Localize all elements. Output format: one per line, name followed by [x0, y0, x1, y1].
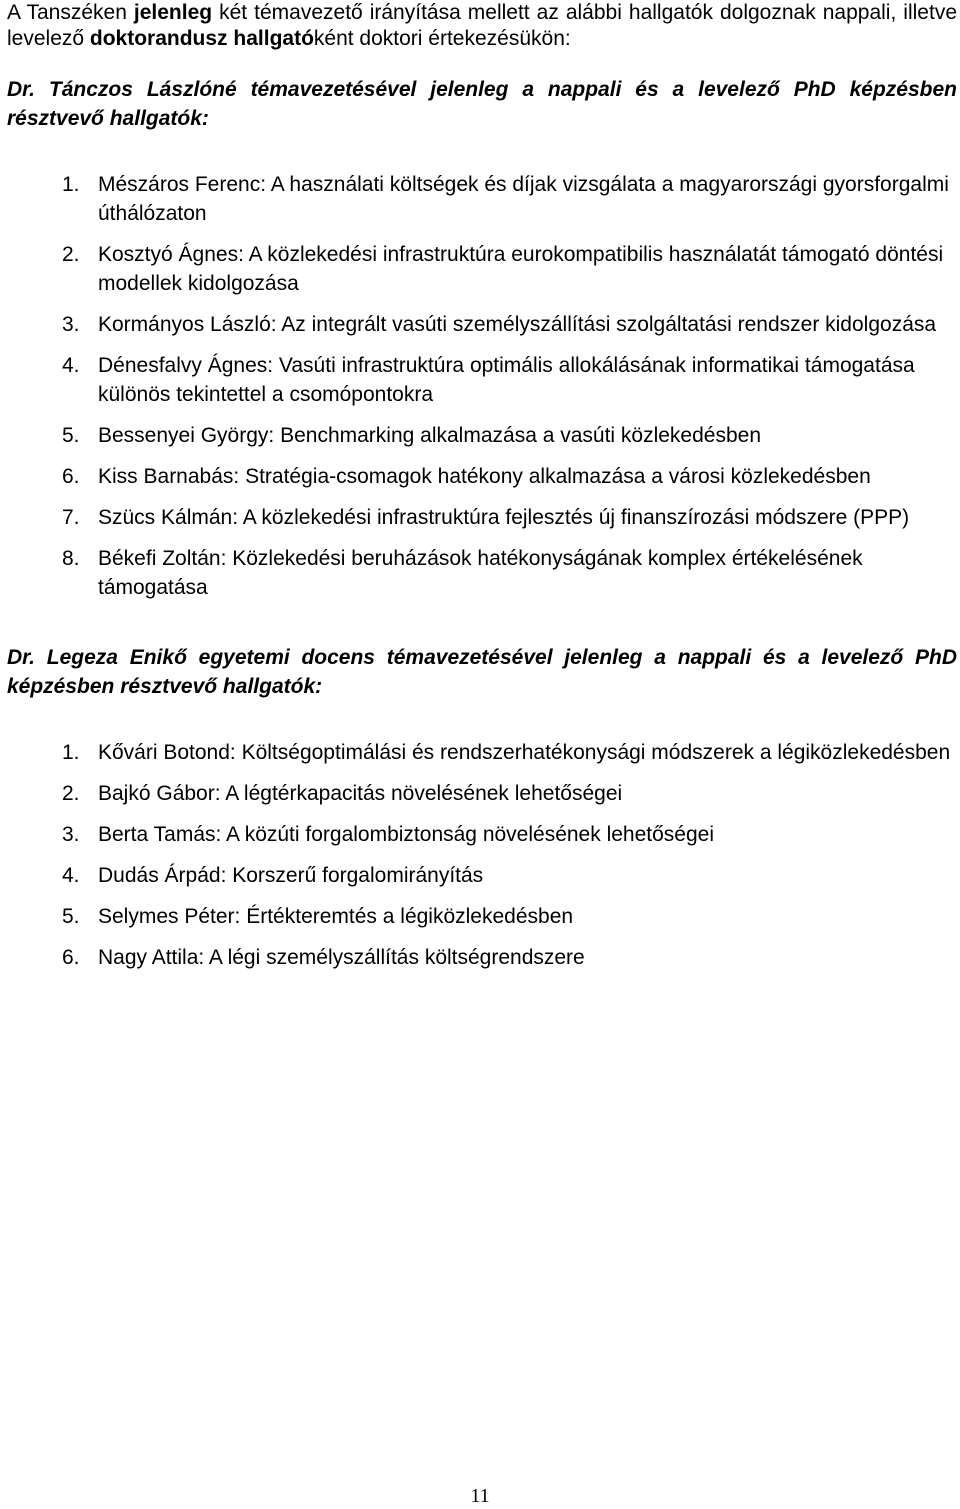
student-list	[7, 738, 957, 972]
item-text: Kormányos László: Az integrált vasúti személyszállítási szolgáltatási rendszer kidolgozása	[98, 313, 937, 336]
intro-paragraph	[7, 0, 957, 52]
item-number: 3.	[62, 313, 80, 336]
list-item	[7, 738, 957, 767]
item-number: 2.	[62, 782, 80, 805]
item-text: Berta Tamás: A közúti forgalombiztonság növelésének lehetőségei	[98, 823, 714, 846]
item-text: Dudás Árpád: Korszerű forgalomirányítás	[98, 864, 484, 887]
list-item	[7, 170, 957, 228]
list-item	[7, 779, 957, 808]
page-number: 11	[470, 1485, 490, 1507]
item-text: Kosztyó Ágnes: A közlekedési infrastruktúra eurokompatibilis használatát támogató döntési modellek kidolgozása	[98, 243, 944, 295]
intro-text-1: A Tanszéken	[7, 1, 134, 24]
intro-bold-2: doktorandusz hallgató	[89, 27, 314, 50]
item-text: Selymes Péter: Értékteremtés a légiközlekedésben	[98, 905, 574, 928]
item-text: Mészáros Ferenc: A használati költségek és díjak vizsgálata a magyarországi gyorsforgalmi úthálózaton	[98, 173, 949, 225]
student-list	[7, 170, 957, 602]
list-item	[7, 351, 957, 409]
item-number: 1.	[62, 741, 80, 764]
list-item	[7, 421, 957, 450]
item-number: 6.	[62, 465, 80, 488]
item-number: 3.	[62, 823, 80, 846]
item-text: Nagy Attila: A légi személyszállítás költségrendszere	[98, 946, 585, 969]
item-number: 1.	[62, 173, 80, 196]
item-number: 7.	[62, 506, 80, 529]
list-item	[7, 503, 957, 532]
item-text: Kővári Botond: Költségoptimálási és rendszerhatékonysági módszerek a légiközlekedésben	[98, 741, 951, 764]
item-number: 8.	[62, 547, 80, 570]
item-text: Dénesfalvy Ágnes: Vasúti infrastruktúra optimális allokálásának informatikai támogatása különös tekintettel a csomópontokra	[98, 354, 915, 406]
document-page	[7, 0, 957, 984]
list-item	[7, 310, 957, 339]
list-item	[7, 820, 957, 849]
section-heading: Dr. Tánczos Lászlóné témavezetésével jelenleg a nappali és a levelező PhD képzésben résztvevő hallgatók:	[7, 78, 957, 130]
intro-bold-1: jelenleg	[133, 1, 213, 24]
item-text: Szücs Kálmán: A közlekedési infrastruktúra fejlesztés új finanszírozási módszere (PPP)	[98, 506, 910, 529]
list-item	[7, 861, 957, 890]
item-number: 5.	[62, 424, 80, 447]
section-heading: Dr. Legeza Enikő egyetemi docens témavezetésével jelenleg a nappali és a levelező PhD képzésben résztvevő hallgatók:	[7, 646, 957, 698]
intro-text-3: ként doktori értekezésükön:	[313, 27, 571, 50]
item-number: 5.	[62, 905, 80, 928]
item-number: 4.	[62, 864, 80, 887]
item-text: Bajkó Gábor: A légtérkapacitás növelésének lehetőségei	[98, 782, 623, 805]
list-item	[7, 462, 957, 491]
list-item	[7, 240, 957, 298]
item-text: Kiss Barnabás: Stratégia-csomagok hatékony alkalmazása a városi közlekedésben	[98, 465, 871, 488]
item-number: 6.	[62, 946, 80, 969]
list-item	[7, 943, 957, 972]
intro-text-2: két témavezető irányítása mellett az alábbi hallgatók dolgoznak nappali, illetve levelező	[7, 1, 957, 50]
list-item	[7, 902, 957, 931]
item-text: Bessenyei György: Benchmarking alkalmazása a vasúti közlekedésben	[98, 424, 762, 447]
list-item	[7, 544, 957, 602]
item-text: Békefi Zoltán: Közlekedési beruházások hatékonyságának komplex értékelésének támogatása	[98, 547, 863, 599]
item-number: 4.	[62, 354, 80, 377]
item-number: 2.	[62, 243, 80, 266]
